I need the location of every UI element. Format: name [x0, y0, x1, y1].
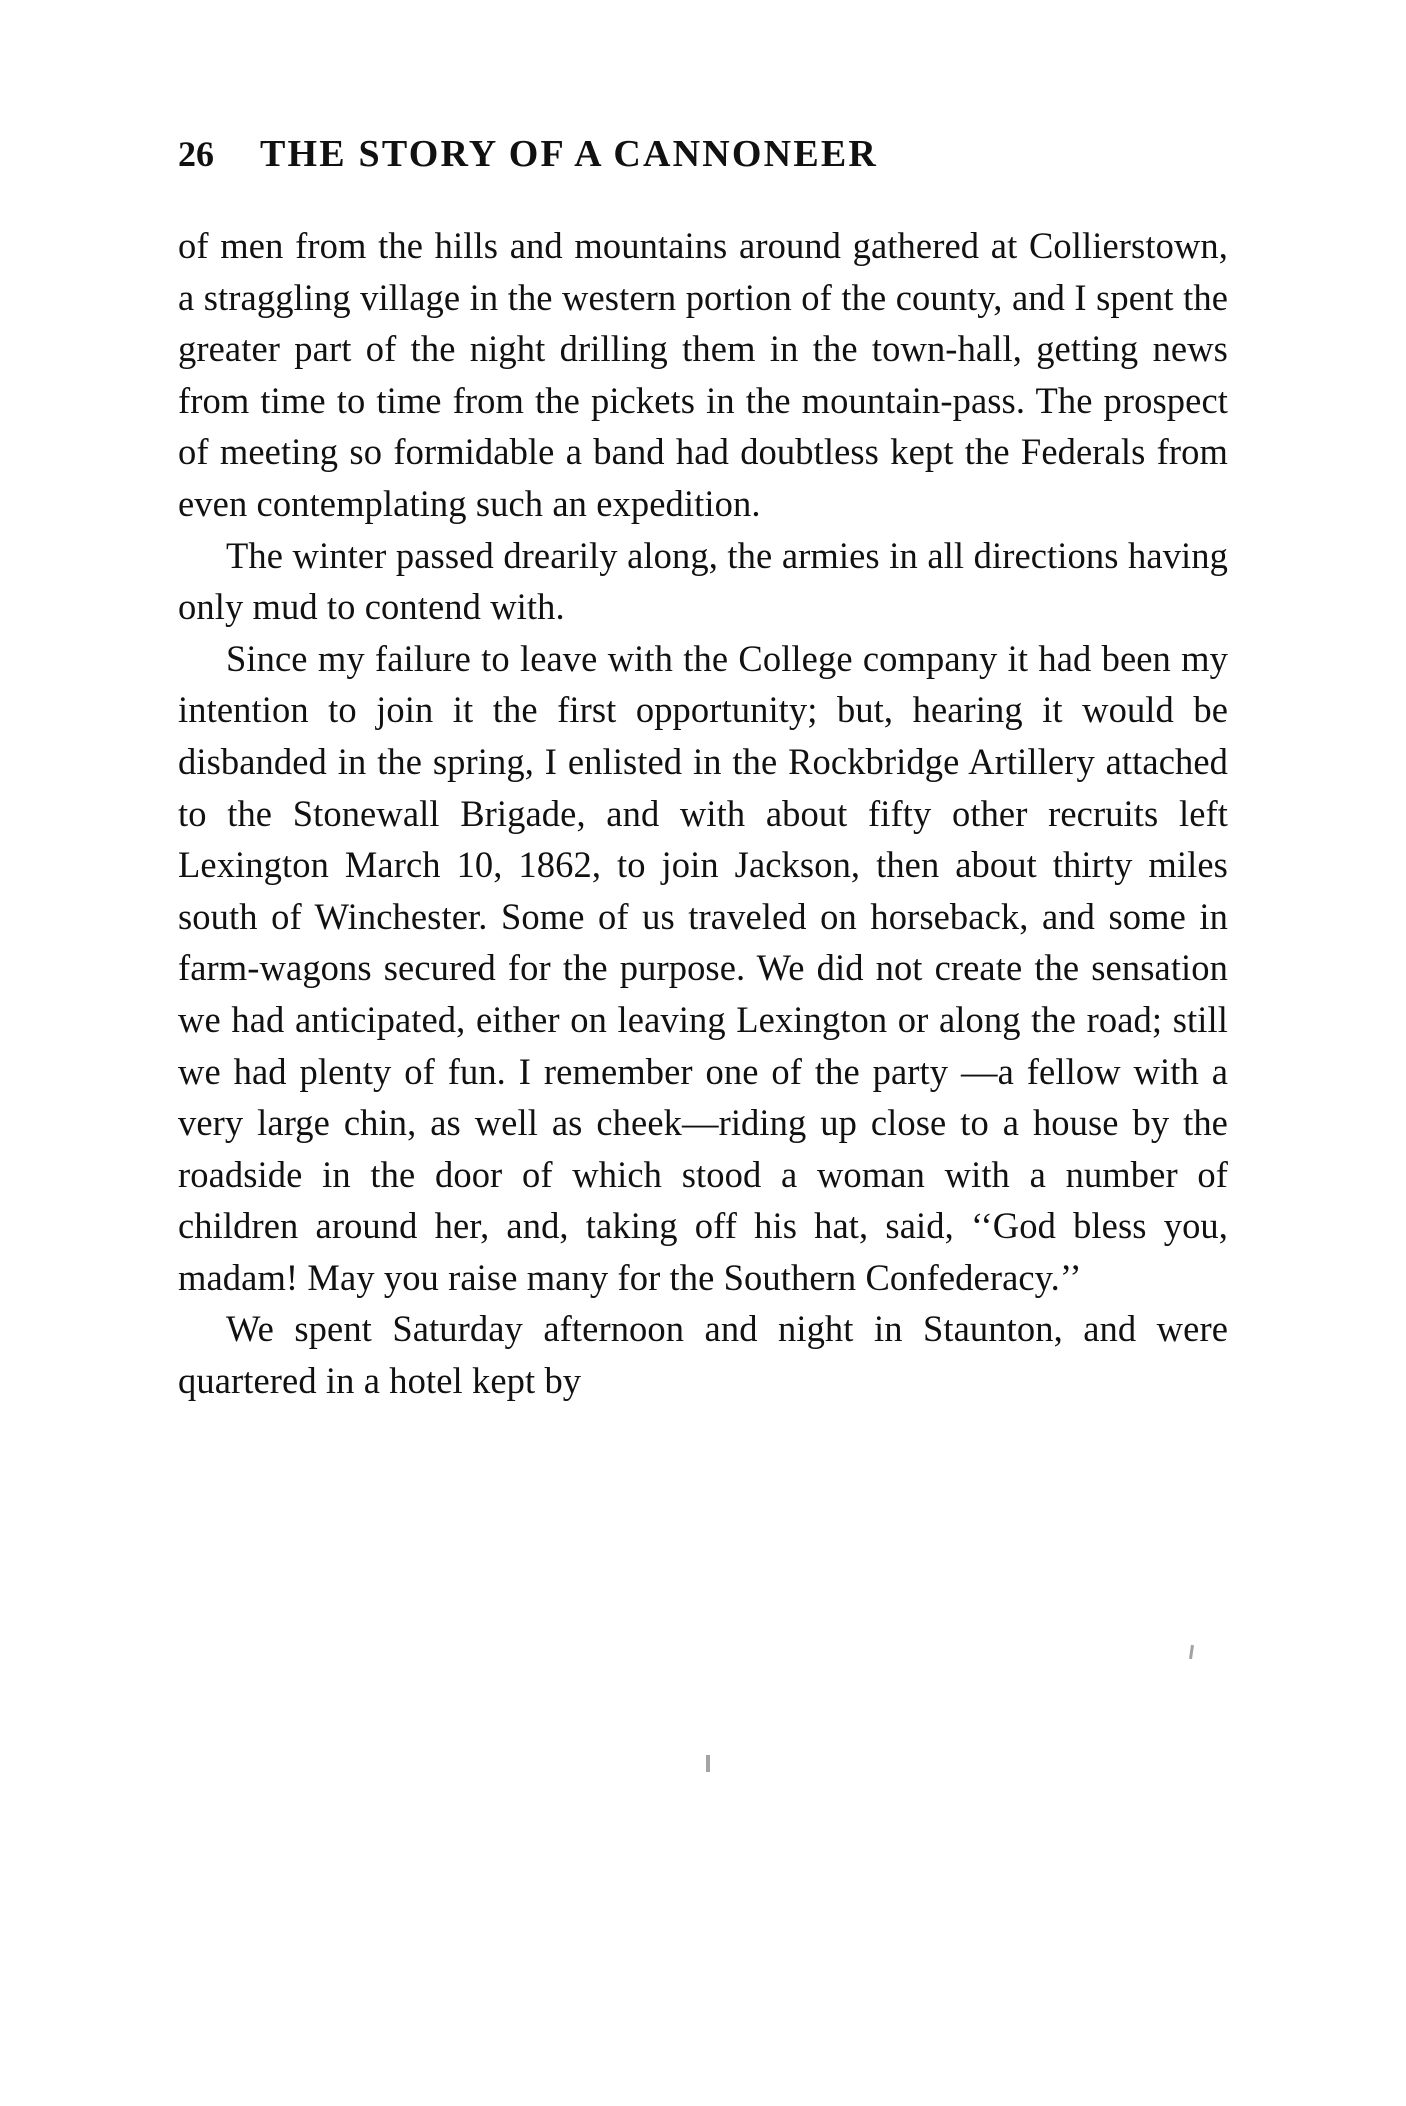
- paragraph-1: of men from the hills and mountains around gathered at Collierstown, a straggling village in the western portion of the county, and I spent the greater part of the night drilling them in the town-hall, getting news from time to time from the pickets in the mountain-pass. The prospect of meeting so formidable a band had doubtless kept the Federals from even contemplating such an expedition.: [178, 225, 1228, 524]
- body-text: [178, 220, 1228, 1407]
- paragraph-4: We spent Saturday afternoon and night in Staunton, and were quartered in a hotel kept by: [178, 1308, 1228, 1402]
- paragraph-2: The winter passed drearily along, the armies in all directions having only mud to contend with.: [178, 534, 1228, 628]
- paragraph-3: Since my failure to leave with the College company it had been my intention to join it the first opportunity; but, hearing it would be disbanded in the spring, I enlisted in the Rockbridge Artillery attached to the Stonewall Brigade, and with about fifty other recruits left Lexington March 10, 1862, to join Jackson, then about thirty miles south of Winchester. Some of us traveled on horseback, and some in farm-wagons secured for the purpose. We did not create the sensation we had anticipated, either on leaving Lexington or along the road; still we had plenty of fun. I remember one of the party —a fellow with a very large chin, as well as cheek—riding up close to a house by the roadside in the door of which stood a woman with a number of children around her, and, taking off his hat, said, ‘‘God bless you, madam! May you raise many for the Southern Confederacy.’’: [178, 637, 1228, 1298]
- page-speck: [706, 1755, 710, 1772]
- page-content: [178, 132, 1228, 1407]
- page-number: 26: [178, 134, 214, 174]
- running-title: THE STORY OF A CANNONEER: [260, 133, 879, 175]
- page-speck: [1189, 1645, 1194, 1659]
- page-header: [178, 132, 1228, 176]
